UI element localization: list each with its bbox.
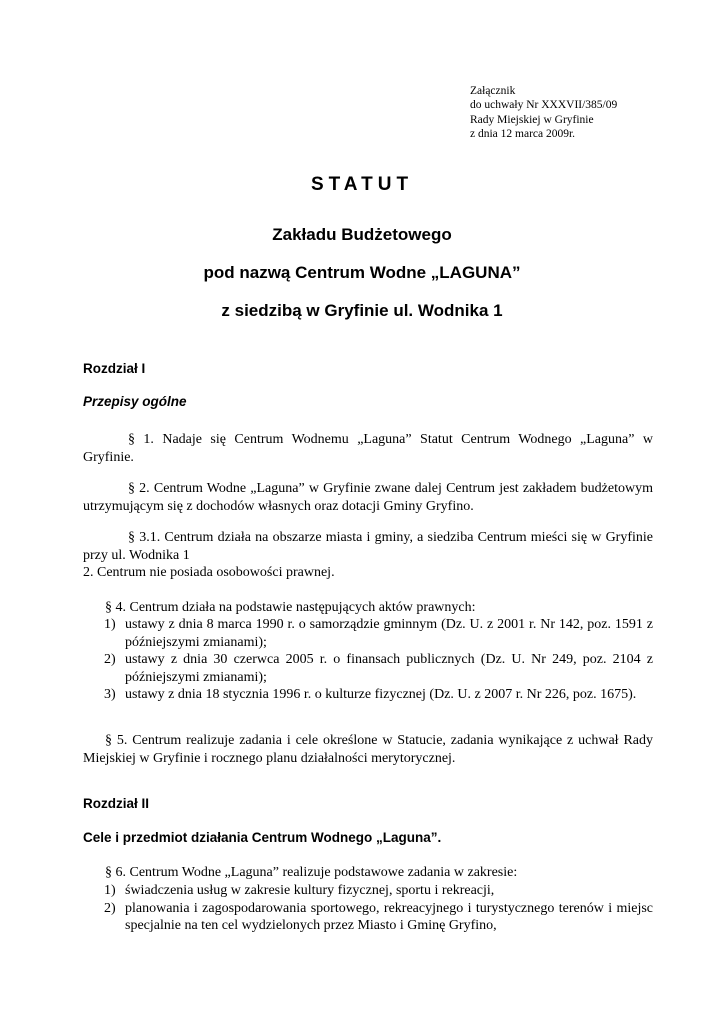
paragraph-4-lead: § 4. Centrum działa na podstawie następujących aktów prawnych: — [105, 600, 476, 615]
subtitle-line-1: Zakładu Budżetowego — [272, 225, 452, 244]
paragraph-5: § 5. Centrum realizuje zadania i cele określone w Statucie, zadania wynikające z uchwał Rady Miejskiej w Gryfinie i rocznego planu działalności merytorycznej. — [83, 733, 653, 766]
paragraph-2: § 2. Centrum Wodne „Laguna” w Gryfinie zwane dalej Centrum jest zakładem budżetowym utrzymującym się z dochodów własnych oraz dotacji Gminy Gryfino. — [83, 481, 653, 514]
chapter-2-subheading: Cele i przedmiot działania Centrum Wodnego „Laguna”. — [83, 830, 442, 845]
chapter-1-heading: Rozdział I — [83, 361, 146, 376]
list-item: 1) świadczenia usług w zakresie kultury fizycznej, sportu i rekreacji, — [104, 883, 495, 898]
annex-line: do uchwały Nr XXXVII/385/09 — [470, 99, 618, 112]
chapter-1-subheading: Przepisy ogólne — [83, 394, 187, 409]
annex-line: Załącznik — [470, 85, 516, 97]
paragraph-4-list — [83, 616, 653, 704]
annex-line: z dnia 12 marca 2009r. — [470, 127, 576, 140]
subtitle-line-3: z siedzibą w Gryfinie ul. Wodnika 1 — [221, 301, 503, 320]
list-item: 2) ustawy z dnia 30 czerwca 2005 r. o finansach publicznych (Dz. U. Nr 249, poz. 2104 z późniejszymi zmianami); — [104, 652, 653, 685]
paragraph-3: § 3.1. Centrum działa na obszarze miasta i gminy, a siedziba Centrum mieści się w Gryfinie przy ul. Wodnika 1 — [83, 530, 653, 563]
document-title: STATUT — [310, 174, 414, 195]
list-item: 3) ustawy z dnia 18 stycznia 1996 r. o kulturze fizycznej (Dz. U. z 2007 r. Nr 226, poz. 1675). — [104, 687, 637, 702]
subtitle-line-2: pod nazwą Centrum Wodne „LAGUNA” — [203, 263, 521, 282]
chapter-2-heading: Rozdział II — [83, 796, 150, 811]
paragraph-6-list — [83, 882, 653, 935]
paragraph-1: § 1. Nadaje się Centrum Wodnemu „Laguna” Statut Centrum Wodnego „Laguna” w Gryfinie. — [83, 432, 653, 465]
paragraph-3-point-2: 2. Centrum nie posiada osobowości prawnej. — [83, 565, 335, 580]
annex-line: Rady Miejskiej w Gryfinie — [470, 113, 594, 126]
annex-note — [470, 84, 617, 141]
list-item: 1) ustawy z dnia 8 marca 1990 r. o samorządzie gminnym (Dz. U. z 2001 r. Nr 142, poz. 1591 z późniejszymi zmianami); — [104, 617, 653, 650]
paragraph-6-lead: § 6. Centrum Wodne „Laguna” realizuje podstawowe zadania w zakresie: — [105, 865, 518, 880]
list-item: 2) planowania i zagospodarowania sportowego, rekreacyjnego i turystycznego terenów i miejsc specjalnie na ten cel wydzielonych przez Miasto i Gminę Gryfino, — [104, 900, 653, 933]
